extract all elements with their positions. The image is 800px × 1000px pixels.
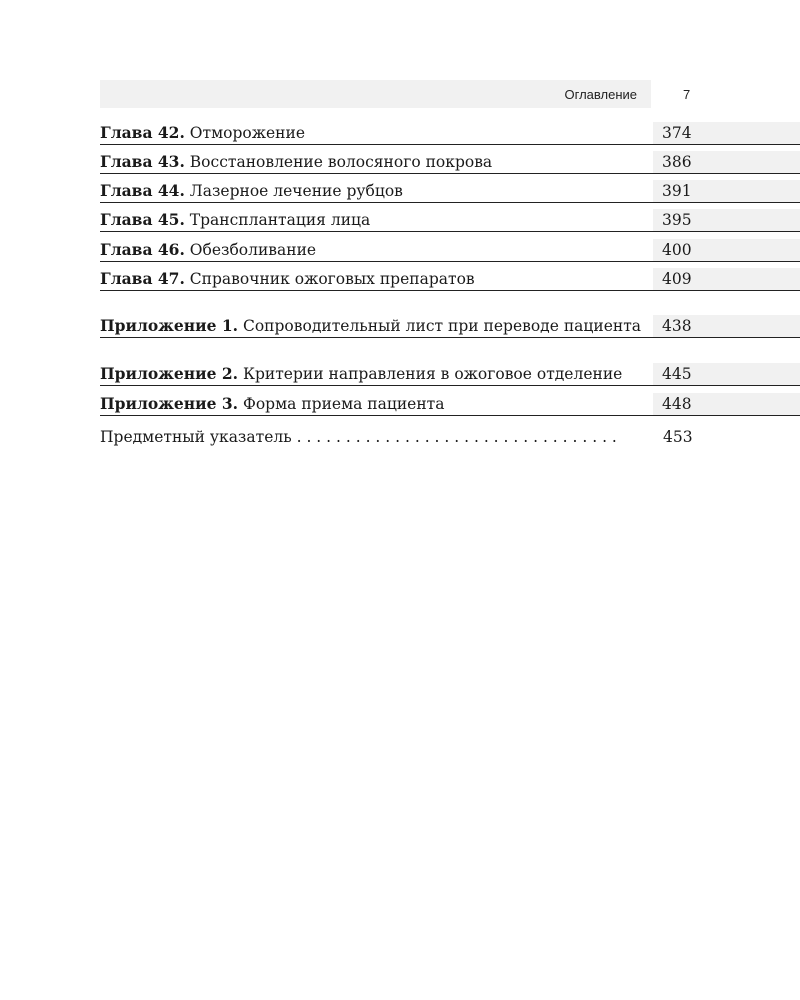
- toc-page-box: [653, 239, 800, 261]
- toc-entry[interactable]: [100, 268, 800, 291]
- toc-page-box: [653, 268, 800, 290]
- toc-entry-page: 445: [662, 365, 692, 383]
- index-leader-dots: . . . . . . . . . . . . . . . . . . . . . . . . . . . . . . . . .: [291, 428, 617, 446]
- toc-entry-page: 395: [662, 211, 692, 229]
- toc-entry-label: Глава 44.: [100, 181, 185, 200]
- toc-entry-page: 386: [662, 153, 692, 171]
- toc-entry-title: Сопроводительный лист при переводе пациента: [242, 317, 642, 335]
- toc-entry-text: [100, 123, 645, 143]
- toc-entry-page: 438: [662, 317, 692, 335]
- toc-entry-page: 400: [662, 241, 692, 259]
- toc-entry-page: 448: [662, 395, 692, 413]
- toc-entry-title: Отморожение: [189, 124, 305, 142]
- toc-entry-title: Форма приема пациента: [242, 395, 445, 413]
- toc-entry-text: [100, 181, 645, 201]
- toc-entry-label: Глава 46.: [100, 240, 185, 259]
- toc-page-box: [653, 315, 800, 337]
- toc-page-box: [653, 122, 800, 144]
- toc-page-box: [653, 209, 800, 231]
- toc-entry-title: Справочник ожоговых препаратов: [189, 270, 475, 288]
- running-header: [100, 80, 651, 108]
- toc-entry[interactable]: [100, 180, 800, 203]
- toc-entry[interactable]: [100, 209, 800, 232]
- toc-entry-title: Восстановление волосяного покрова: [189, 153, 493, 171]
- toc-entry-text: [100, 269, 645, 289]
- header-page-number: 7: [683, 87, 691, 102]
- toc-entry-title: Трансплантация лица: [189, 211, 371, 229]
- toc-entry-text: [100, 316, 645, 336]
- toc-entry-label: Глава 45.: [100, 210, 185, 229]
- toc-entry-text: [100, 152, 645, 172]
- toc-page-box: [653, 393, 800, 415]
- toc-entry-label: Приложение 3.: [100, 394, 239, 413]
- toc-entry-title: Лазерное лечение рубцов: [189, 182, 403, 200]
- toc-entry[interactable]: [100, 394, 800, 416]
- toc-entry-page: 409: [662, 270, 692, 288]
- index-label: Предметный указатель: [100, 428, 292, 446]
- toc-entry-label: Приложение 1.: [100, 316, 239, 335]
- toc-page-box: [653, 180, 800, 202]
- toc-entry-text: [100, 240, 645, 260]
- toc-entry-title: Критерии направления в ожоговое отделение: [242, 365, 623, 383]
- toc-entry[interactable]: [100, 239, 800, 262]
- toc-entry[interactable]: [100, 151, 800, 174]
- toc-entry-label: Глава 42.: [100, 123, 185, 142]
- toc-entry-label: Глава 47.: [100, 269, 185, 288]
- header-title: Оглавление: [564, 87, 637, 102]
- toc-page-box: [653, 363, 800, 385]
- toc-entry-title: Обезболивание: [189, 241, 317, 259]
- toc-entry[interactable]: [100, 122, 800, 145]
- toc-entry-label: Приложение 2.: [100, 364, 239, 383]
- index-page: 453: [663, 428, 693, 446]
- index-entry[interactable]: [100, 428, 700, 447]
- toc-entry-label: Глава 43.: [100, 152, 185, 171]
- toc-entry-page: 391: [662, 182, 692, 200]
- toc-entry[interactable]: [100, 346, 800, 386]
- toc-entry-text: [100, 210, 645, 230]
- toc-entry[interactable]: [100, 297, 800, 338]
- toc-entry-page: 374: [662, 124, 692, 142]
- toc-entry-text: [100, 394, 645, 414]
- toc-entry-text: [100, 364, 645, 384]
- toc-page-box: [653, 151, 800, 173]
